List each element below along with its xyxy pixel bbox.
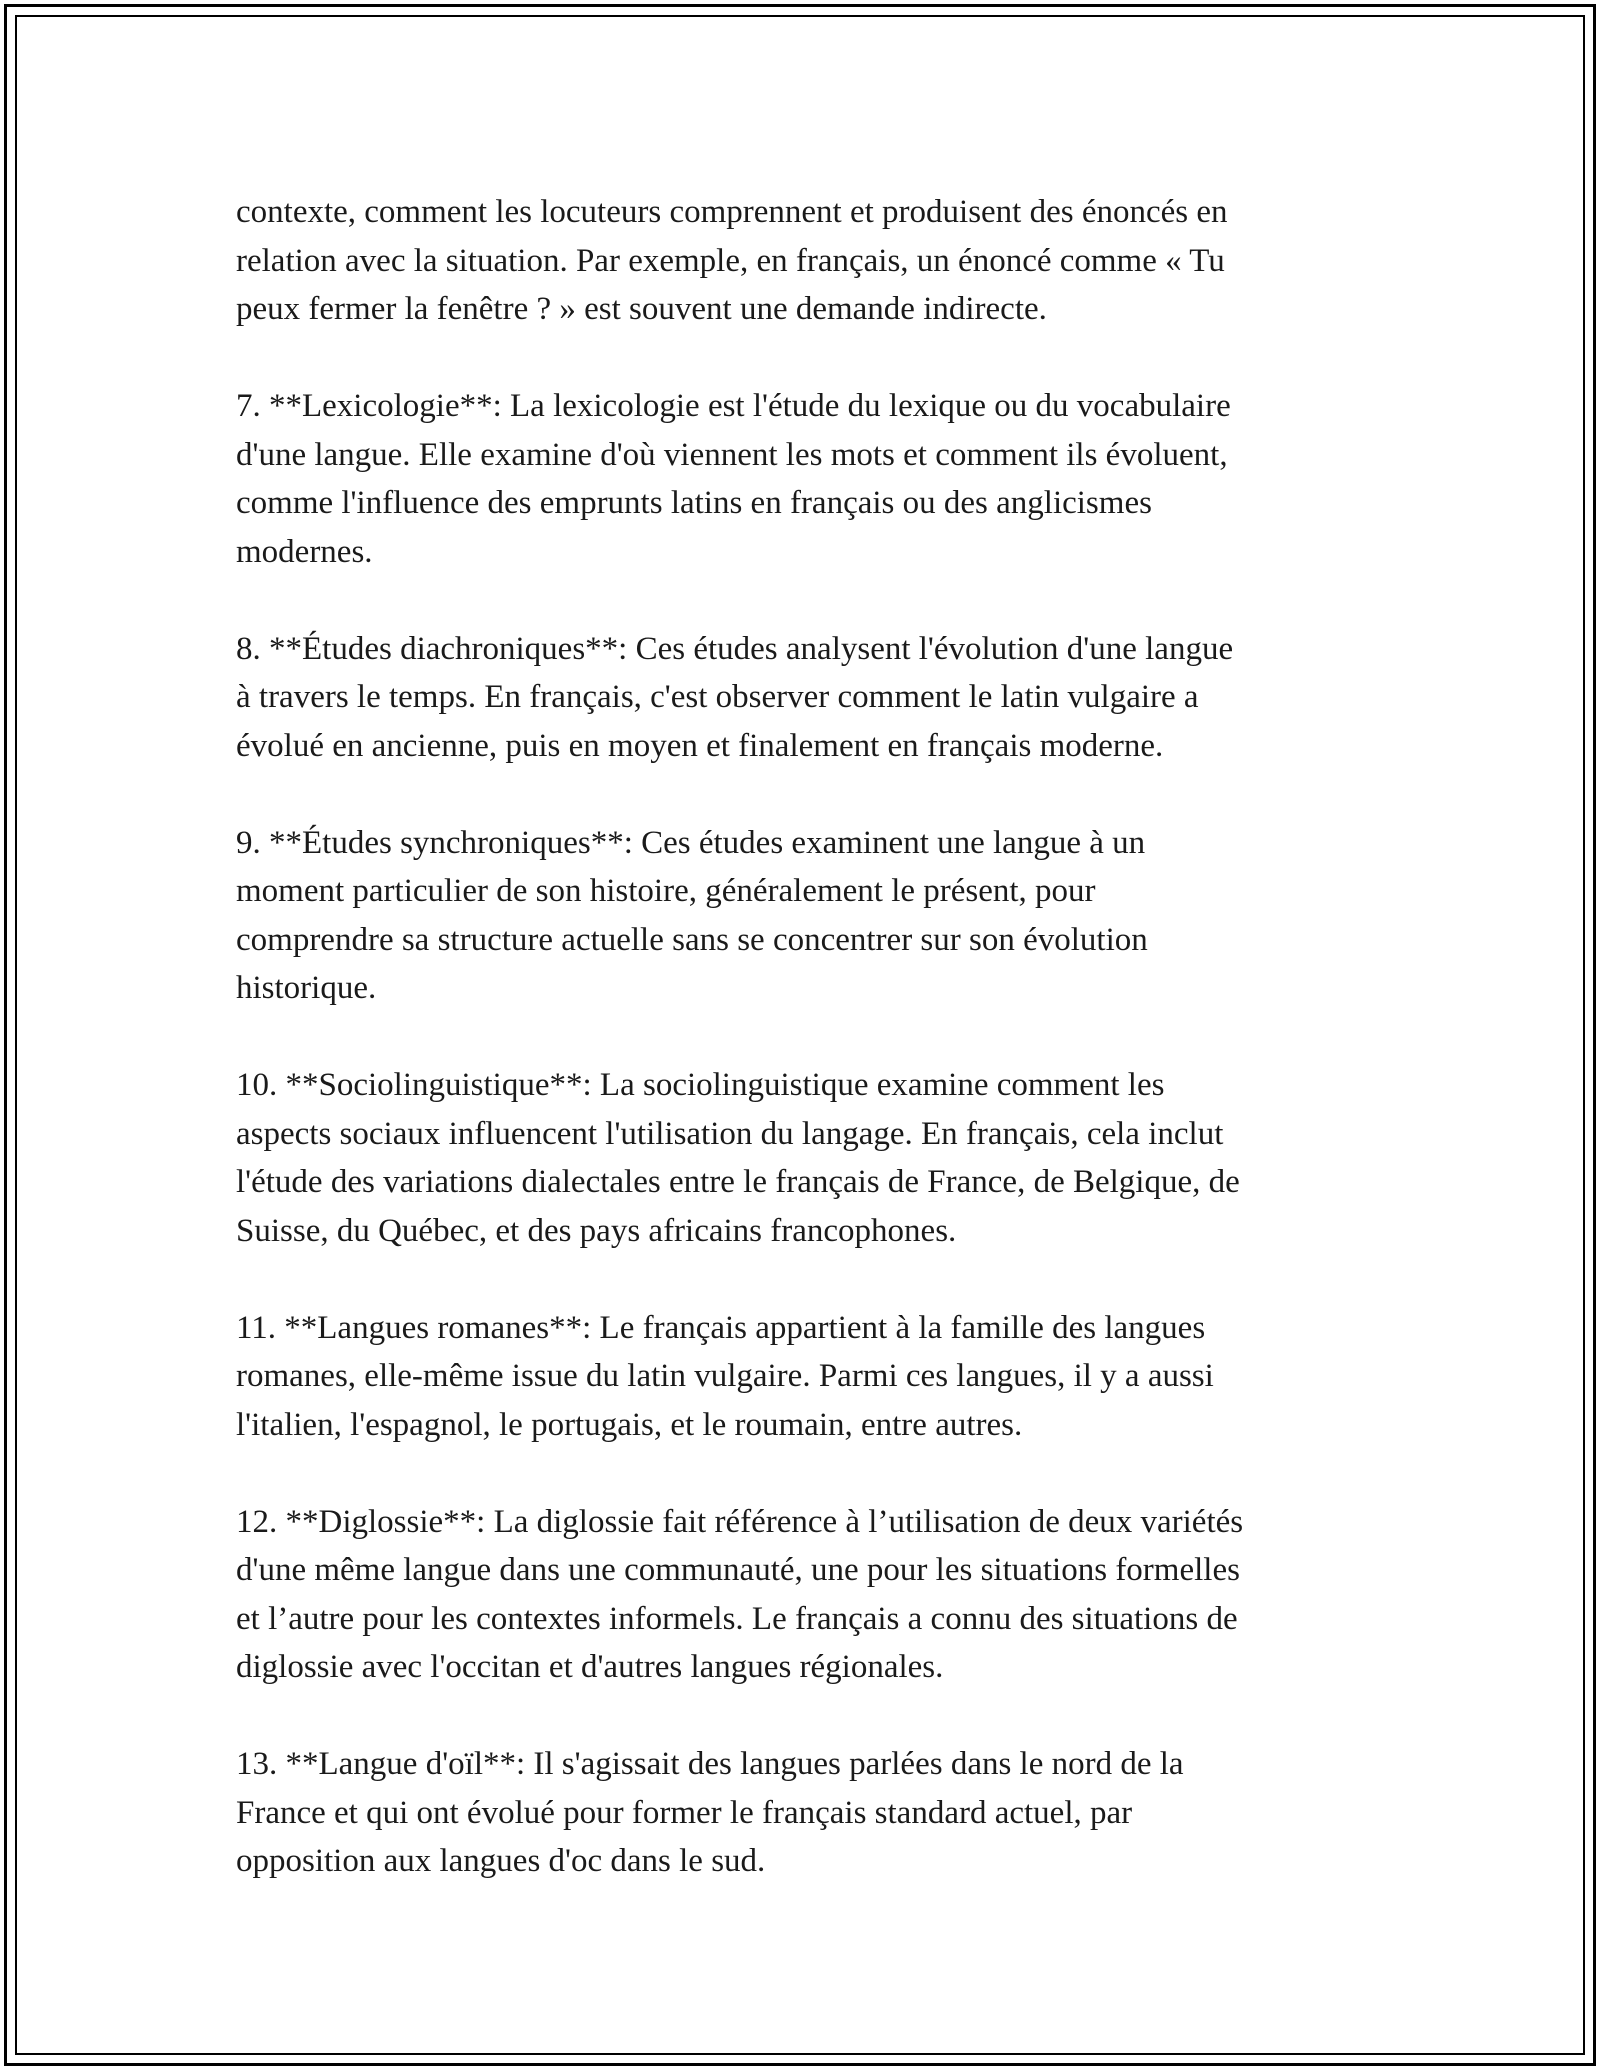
paragraph-pragmatics-continued: contexte, comment les locuteurs comprennent et produisent des énoncés en relation avec la situation. Par exemple, en français, un énoncé comme « Tu peux fermer la fenêtre ? » est souvent une demande indirecte. <box>236 194 1228 327</box>
paragraph-sociolinguistique: 10. **Sociolinguistique**: La sociolinguistique examine comment les aspects sociaux influencent l'utilisation du langage. En français, cela inclut l'étude des variations dialectales entre le français de France, de Belgique, de Suisse, du Québec, et des pays africains francophones. <box>236 1067 1240 1249</box>
paragraph-etudes-synchroniques: 9. **Études synchroniques**: Ces études examinent une langue à un moment particulier de son histoire, généralement le présent, pour comprendre sa structure actuelle sans se concentrer sur son évolution historique. <box>236 824 1148 1006</box>
paragraph-etudes-diachroniques: 8. **Études diachroniques**: Ces études analysent l'évolution d'une langue à travers le temps. En français, c'est observer comment le latin vulgaire a évolué en ancienne, puis en moyen et finalement en français moderne. <box>236 630 1234 764</box>
paragraph-langue-doil: 13. **Langue d'oïl**: Il s'agissait des langues parlées dans le nord de la France et qui ont évolué pour former le français standard actuel, par opposition aux langues d'oc dans le sud. <box>236 1746 1184 1879</box>
paragraph-lexicologie: 7. **Lexicologie**: La lexicologie est l'étude du lexique ou du vocabulaire d'une langue. Elle examine d'où viennent les mots et comment ils évoluent, comme l'influence des emprunts latins en français ou des anglicismes modernes. <box>236 388 1231 570</box>
paragraph-langues-romanes: 11. **Langues romanes**: Le français appartient à la famille des langues romanes, elle-même issue du latin vulgaire. Parmi ces langues, il y a aussi l'italien, l'espagnol, le portugais, et le roumain, entre autres. <box>236 1309 1214 1443</box>
paragraph-diglossie: 12. **Diglossie**: La diglossie fait référence à l’utilisation de deux variétés d'une même langue dans une communauté, une pour les situations formelles et l’autre pour les contextes informels. Le français a connu des situations de diglossie avec l'occitan et d'autres langues régionales. <box>236 1503 1244 1685</box>
document-body <box>236 188 1376 1934</box>
